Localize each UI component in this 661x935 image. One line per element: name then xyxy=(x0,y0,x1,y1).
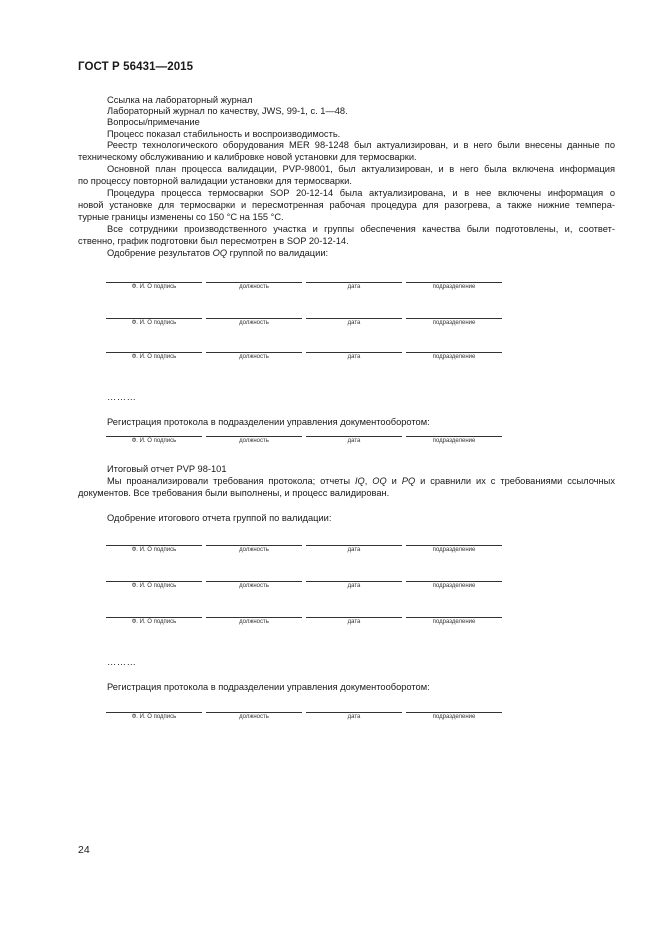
signature-label: должность xyxy=(239,583,269,589)
final-text-pq: PQ xyxy=(401,476,416,486)
signature-label: дата xyxy=(347,284,361,290)
final-text: и сравнили их с требованиями ссылочных xyxy=(415,476,615,486)
paragraph-final-analysis-line2: документов. Все требования были выполнены, и процесс валидирован. xyxy=(78,488,390,498)
paragraph-procedure-line1: Процедура процесса термосварки SOP 20-12-14 была актуализирована, и в нее включены информация о xyxy=(107,188,615,198)
signature-field-position[interactable] xyxy=(206,581,302,589)
signature-label: должность xyxy=(239,320,269,326)
paragraph-staff-line1: Все сотрудники производственного участка и группы обеспечения качества были подготовлены, и, соответ- xyxy=(107,224,615,234)
paragraph-lab-journal: Лабораторный журнал по качеству, JWS, 99-1, с. 1—48. xyxy=(107,106,348,116)
signature-label: Ф. И. О подпись xyxy=(131,438,177,444)
signature-label: Ф. И. О подпись xyxy=(131,284,177,290)
signature-field-name[interactable] xyxy=(106,581,202,589)
paragraph-final-approval: Одобрение итогового отчета группой по валидации: xyxy=(107,513,332,523)
final-report-title: Итоговый отчет PVP 98-101 xyxy=(107,464,227,474)
signature-label: дата xyxy=(347,320,361,326)
signature-field-department[interactable] xyxy=(406,318,502,326)
signature-label: подразделение xyxy=(432,320,476,326)
signature-field-position[interactable] xyxy=(206,617,302,625)
signature-label: подразделение xyxy=(432,583,476,589)
signature-label: подразделение xyxy=(432,354,476,360)
signature-label: подразделение xyxy=(432,714,476,720)
final-text: и xyxy=(386,476,402,486)
signature-label: должность xyxy=(239,438,269,444)
signature-row xyxy=(106,282,504,296)
signature-label: должность xyxy=(239,284,269,290)
signature-field-name[interactable] xyxy=(106,545,202,553)
signature-field-date[interactable] xyxy=(306,282,402,290)
signature-field-name[interactable] xyxy=(106,352,202,360)
signature-field-date[interactable] xyxy=(306,352,402,360)
oq-approval-text-post: группой по валидации: xyxy=(227,248,329,258)
paragraph-procedure-line2: новой установке для термосварки и пересмотренная рабочая процедура для разогрева, а также нижние темпера- xyxy=(78,200,615,210)
signature-field-position[interactable] xyxy=(206,352,302,360)
signature-field-department[interactable] xyxy=(406,352,502,360)
paragraph-lab-journal-ref: Ссылка на лабораторный журнал xyxy=(107,95,253,105)
standard-header: ГОСТ Р 56431—2015 xyxy=(78,61,194,73)
paragraph-equipment-registry-line2: техническому обслуживанию и калибровке новой установки для термосварки. xyxy=(78,152,417,162)
oq-approval-text-em: OQ xyxy=(212,248,228,258)
final-text-iq: IQ xyxy=(354,476,365,486)
signature-label: дата xyxy=(347,354,361,360)
signature-field-date[interactable] xyxy=(306,318,402,326)
signature-field-position[interactable] xyxy=(206,282,302,290)
paragraph-process-stable: Процесс показал стабильность и воспроизводимость. xyxy=(107,129,341,139)
paragraph-questions: Вопросы/примечание xyxy=(107,117,200,127)
signature-label: подразделение xyxy=(432,547,476,553)
signature-label: дата xyxy=(347,583,361,589)
signature-label: подразделение xyxy=(432,619,476,625)
paragraph-validation-plan-line1: Основной план процесса валидации, PVP-98001, был актуализирован, и в него была включена информация xyxy=(107,164,615,174)
signature-label: дата xyxy=(347,714,361,720)
paragraph-staff-line2: ственно, график подготовки был пересмотрен в SOP 20-12-14. xyxy=(78,236,349,246)
signature-label: Ф. И. О подпись xyxy=(131,547,177,553)
signature-label: должность xyxy=(239,619,269,625)
signature-field-department[interactable] xyxy=(406,282,502,290)
signature-row xyxy=(106,545,504,559)
signature-field-date[interactable] xyxy=(306,712,402,720)
signature-label: должность xyxy=(239,547,269,553)
signature-row xyxy=(106,581,504,595)
ellipsis-1: ……… xyxy=(107,392,137,402)
signature-field-department[interactable] xyxy=(406,617,502,625)
paragraph-oq-approval xyxy=(107,248,328,259)
signature-label: дата xyxy=(347,547,361,553)
signature-field-date[interactable] xyxy=(306,545,402,553)
signature-field-name[interactable] xyxy=(106,318,202,326)
signature-label: Ф. И. О подпись xyxy=(131,583,177,589)
signature-label: дата xyxy=(347,619,361,625)
final-text-oq: OQ xyxy=(372,476,387,486)
signature-field-date[interactable] xyxy=(306,581,402,589)
signature-label: Ф. И. О подпись xyxy=(131,714,177,720)
signature-field-name[interactable] xyxy=(106,282,202,290)
signature-field-position[interactable] xyxy=(206,318,302,326)
signature-field-name[interactable] xyxy=(106,617,202,625)
signature-row xyxy=(106,436,504,450)
signature-field-department[interactable] xyxy=(406,436,502,444)
page-number: 24 xyxy=(78,844,90,856)
paragraph-registration-1: Регистрация протокола в подразделении управления документооборотом: xyxy=(107,417,430,427)
final-text: Мы проанализировали требования протокола; отчеты xyxy=(107,476,355,486)
paragraph-procedure-line3: турные границы изменены со 150 °С на 155 °С. xyxy=(78,212,284,222)
paragraph-final-analysis-line1 xyxy=(107,476,615,487)
paragraph-registration-2: Регистрация протокола в подразделении управления документооборотом: xyxy=(107,682,430,692)
signature-label: Ф. И. О подпись xyxy=(131,354,177,360)
signature-field-name[interactable] xyxy=(106,436,202,444)
signature-label: дата xyxy=(347,438,361,444)
signature-row xyxy=(106,352,504,366)
signature-field-department[interactable] xyxy=(406,545,502,553)
signature-label: Ф. И. О подпись xyxy=(131,619,177,625)
signature-field-department[interactable] xyxy=(406,581,502,589)
signature-field-date[interactable] xyxy=(306,617,402,625)
signature-field-date[interactable] xyxy=(306,436,402,444)
signature-field-name[interactable] xyxy=(106,712,202,720)
signature-label: Ф. И. О подпись xyxy=(131,320,177,326)
oq-approval-text-pre: Одобрение результатов xyxy=(107,248,213,258)
signature-label: подразделение xyxy=(432,284,476,290)
signature-row xyxy=(106,712,504,726)
signature-row xyxy=(106,318,504,332)
ellipsis-2: ……… xyxy=(107,657,137,667)
signature-field-position[interactable] xyxy=(206,436,302,444)
final-text: , xyxy=(364,476,373,486)
signature-field-position[interactable] xyxy=(206,545,302,553)
signature-label: должность xyxy=(239,714,269,720)
signature-field-department[interactable] xyxy=(406,712,502,720)
signature-label: подразделение xyxy=(432,438,476,444)
paragraph-equipment-registry-line1: Реестр технологического оборудования MER 98-1248 был актуализирован, и в него были внесены данные по xyxy=(107,140,615,150)
signature-field-position[interactable] xyxy=(206,712,302,720)
signature-label: должность xyxy=(239,354,269,360)
signature-row xyxy=(106,617,504,631)
paragraph-validation-plan-line2: по процессу повторной валидации установки для термосварки. xyxy=(78,176,352,186)
